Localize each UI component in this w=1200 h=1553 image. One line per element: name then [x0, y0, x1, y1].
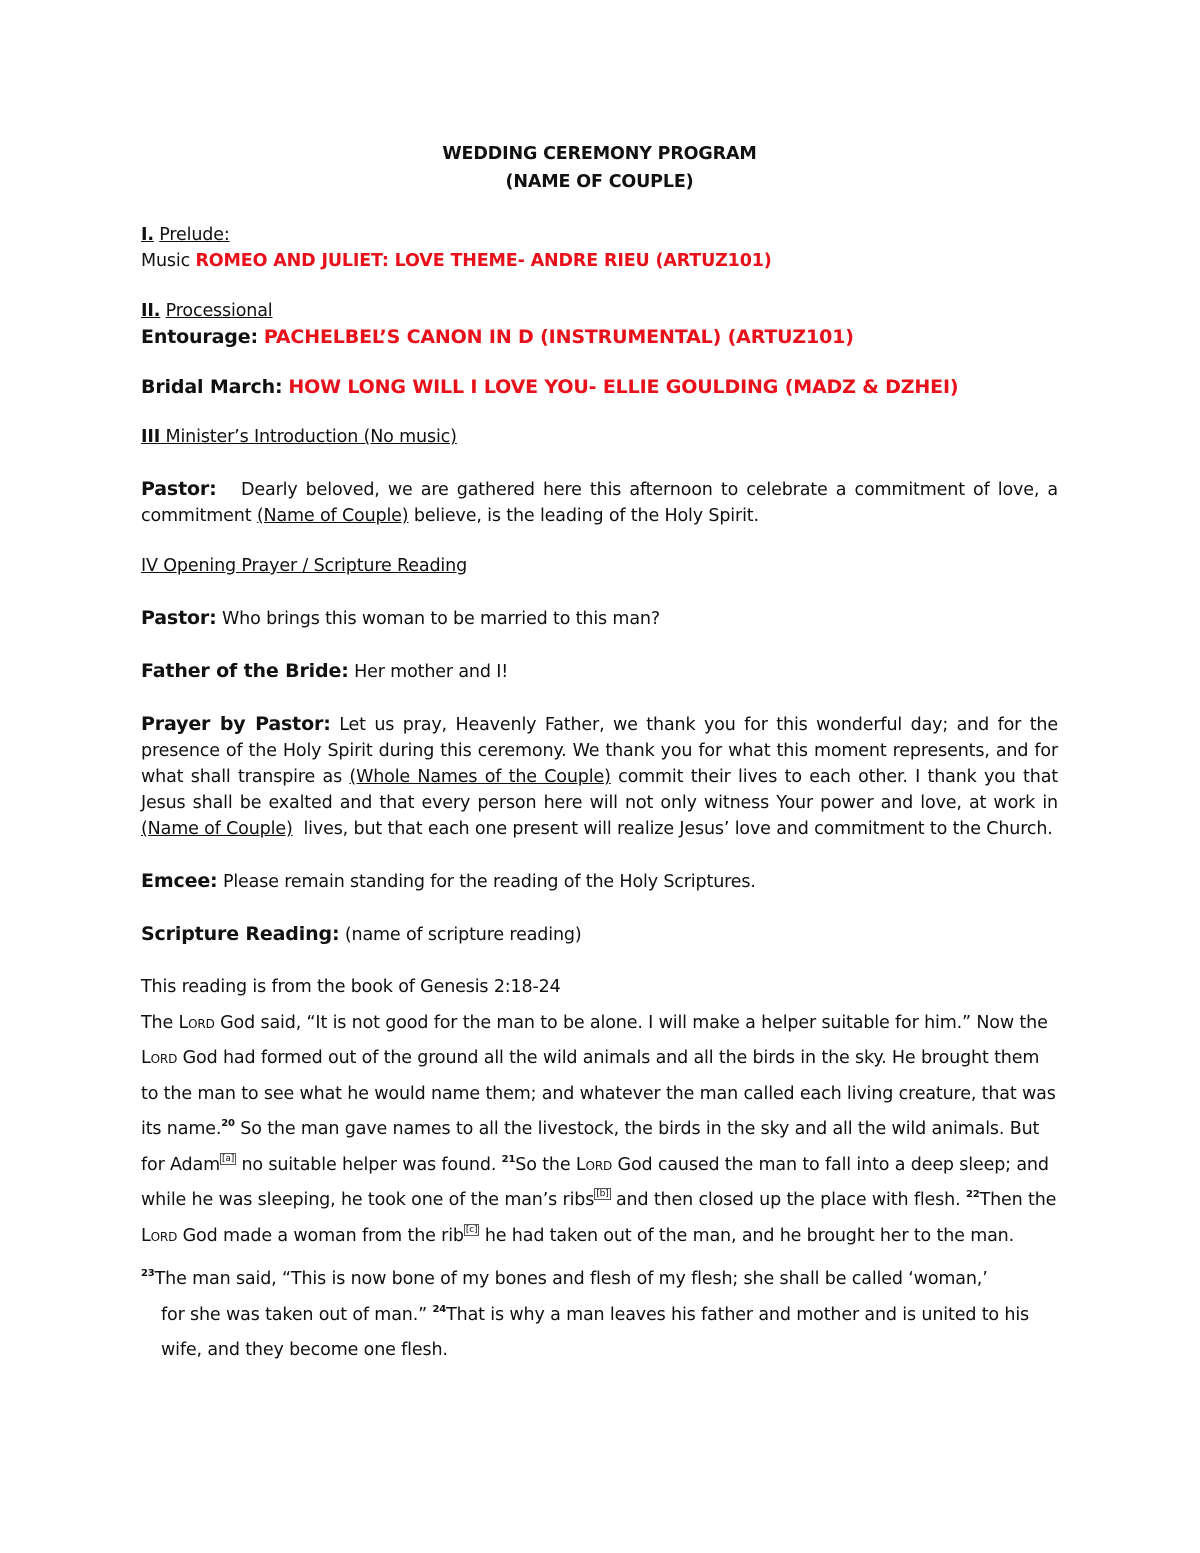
prelude-heading	[141, 222, 1058, 248]
introduction-heading-number: III	[141, 427, 161, 447]
lord-smallcaps: Lord	[141, 1048, 178, 1068]
pastor-intro-text-2: believe, is the leading of the Holy Spirit.	[413, 506, 759, 526]
bridal-march-music: HOW LONG WILL I LOVE YOU- ELLIE GOULDING (MADZ & DZHEI)	[288, 376, 959, 398]
couple-name-placeholder: (Name of Couple)	[256, 506, 409, 526]
entourage-label: Entourage:	[141, 326, 258, 348]
pastor-intro-paragraph	[141, 476, 1058, 529]
prayer-text-2: commit their lives to each other. I thank you that Jesus shall be exalted and that every person here will not only witness Your power and love, at work in	[141, 767, 1058, 813]
prelude-section	[141, 222, 1058, 274]
pastor-label: Pastor:	[141, 607, 217, 629]
verse-number: 21	[501, 1153, 516, 1165]
lord-smallcaps: Lord	[141, 1225, 178, 1246]
scripture-text: So the man gave names to all the livestock, the birds in the sky and all the wild animals. But for Adam	[141, 1119, 1040, 1175]
prayer-paragraph	[141, 711, 1058, 842]
scripture-reading-colon: :	[331, 923, 340, 945]
scripture-text: God had formed out of the ground all the wild animals and all the birds in the sky. He brought them to the man to see what he would name them; and whatever the man called each living creature, that was its name.	[141, 1048, 1056, 1139]
scripture-paragraph-2	[141, 1262, 1058, 1369]
verse-number: 23	[141, 1268, 155, 1279]
scripture-text: God caused the man to fall into a deep sleep; and while he was sleeping, he took one of the man’s ribs	[141, 1154, 1049, 1210]
footnote-marker[interactable]: [b]	[596, 1189, 609, 1199]
introduction-heading-text: Minister’s Introduction (No music)	[165, 427, 457, 447]
introduction-heading	[141, 424, 1058, 450]
lord-smallcaps: Lord	[575, 1154, 613, 1175]
scripture-reading-line	[141, 921, 1058, 948]
footnote-marker[interactable]: [c]	[465, 1224, 478, 1235]
scripture-text: Then the	[979, 1190, 1057, 1210]
scripture-text: he had taken out of the man, and he brought her to the man.	[484, 1225, 1015, 1246]
bridal-march-line	[141, 374, 1058, 400]
prelude-heading-number: I.	[141, 225, 154, 245]
bridal-march-colon: :	[275, 376, 283, 398]
prayer-text-1: Let us pray, Heavenly Father, we thank you for this wonderful day; and for the presence of the Holy Spirit during this ceremony. We thank you for what this moment represents, and for what shall transpire as	[141, 715, 1058, 787]
prelude-music-title: ROMEO AND JULIET: LOVE THEME- ANDRE RIEU (ARTUZ101)	[195, 251, 772, 271]
scripture-text: for she was taken out of man.”	[161, 1304, 428, 1325]
opening-prayer-heading: IV Opening Prayer / Scripture Reading	[141, 556, 468, 576]
pastor-intro-text-1: Dearly beloved, we are gathered here this afternoon to celebrate a commitment of love, a commitment	[141, 480, 1058, 526]
father-answer-text: Her mother and I!	[354, 662, 509, 682]
processional-heading	[141, 298, 1058, 324]
emcee-line	[141, 868, 1058, 895]
footnote-marker[interactable]: [a]	[221, 1153, 235, 1164]
document-body	[141, 140, 1058, 1369]
introduction-section	[141, 424, 1058, 529]
scripture-text: and then closed up the place with flesh.	[615, 1190, 961, 1210]
processional-heading-text: Processional	[165, 301, 273, 321]
scripture-text: The	[141, 1012, 174, 1033]
pastor-question-text: Who brings this woman to be married to this man?	[222, 609, 660, 629]
scripture-text: That is why a man leaves his father and mother and is united to his wife, and they become one flesh.	[161, 1304, 1029, 1360]
bridal-march-label: Bridal March	[141, 376, 276, 398]
prayer-by-pastor-label: Prayer by Pastor:	[141, 713, 331, 735]
pastor-question-line	[141, 605, 1058, 632]
document-subtitle: (NAME OF COUPLE)	[505, 172, 694, 192]
scripture-reading-label: Scripture Reading	[141, 923, 332, 945]
couple-name-placeholder: (Name of Couple)	[141, 819, 293, 839]
verse-number: 20	[221, 1118, 235, 1129]
processional-section	[141, 298, 1058, 400]
scripture-text: God made a woman from the rib	[182, 1225, 464, 1246]
father-answer-line	[141, 658, 1058, 685]
prelude-music-line	[141, 248, 1058, 274]
document-title: WEDDING CEREMONY PROGRAM	[442, 144, 757, 164]
verse-number: 24	[432, 1303, 447, 1315]
prelude-heading-text: Prelude:	[159, 225, 230, 245]
scripture-text: The man said, “This is now bone of my bones and flesh of my flesh; she shall be called ‘woman,’	[154, 1269, 988, 1289]
scripture-text: God said, “It is not good for the man to be alone. I will make a helper suitable for him.” Now the	[220, 1012, 1048, 1033]
prayer-text-3: lives, but that each one present will realize Jesus’ love and commitment to the Church.	[303, 819, 1053, 839]
scripture-text: So the	[515, 1154, 571, 1175]
scripture-paragraph-1	[141, 1006, 1058, 1255]
emcee-label: Emcee:	[141, 870, 218, 892]
lord-smallcaps: Lord	[178, 1012, 215, 1033]
scripture-reading-text: (name of scripture reading)	[344, 925, 582, 945]
processional-heading-number: II.	[141, 301, 161, 321]
verse-number: 22	[965, 1189, 980, 1200]
opening-prayer-section	[141, 553, 1058, 948]
scripture-intro: This reading is from the book of Genesis 2:18-24	[141, 977, 561, 997]
entourage-line	[141, 324, 1058, 350]
emcee-text: Please remain standing for the reading of the Holy Scriptures.	[222, 872, 756, 892]
scripture-passage	[141, 970, 1058, 1369]
father-of-bride-label: Father of the Bride:	[141, 660, 349, 682]
whole-names-placeholder: (Whole Names of the Couple)	[349, 767, 611, 787]
pastor-label: Pastor:	[141, 478, 217, 500]
scripture-continuation	[141, 1298, 1058, 1369]
entourage-music: PACHELBEL’S CANON IN D (INSTRUMENTAL) (ARTUZ101)	[263, 326, 854, 348]
scripture-text: no suitable helper was found.	[241, 1154, 497, 1175]
prelude-music-label: Music	[141, 251, 191, 271]
